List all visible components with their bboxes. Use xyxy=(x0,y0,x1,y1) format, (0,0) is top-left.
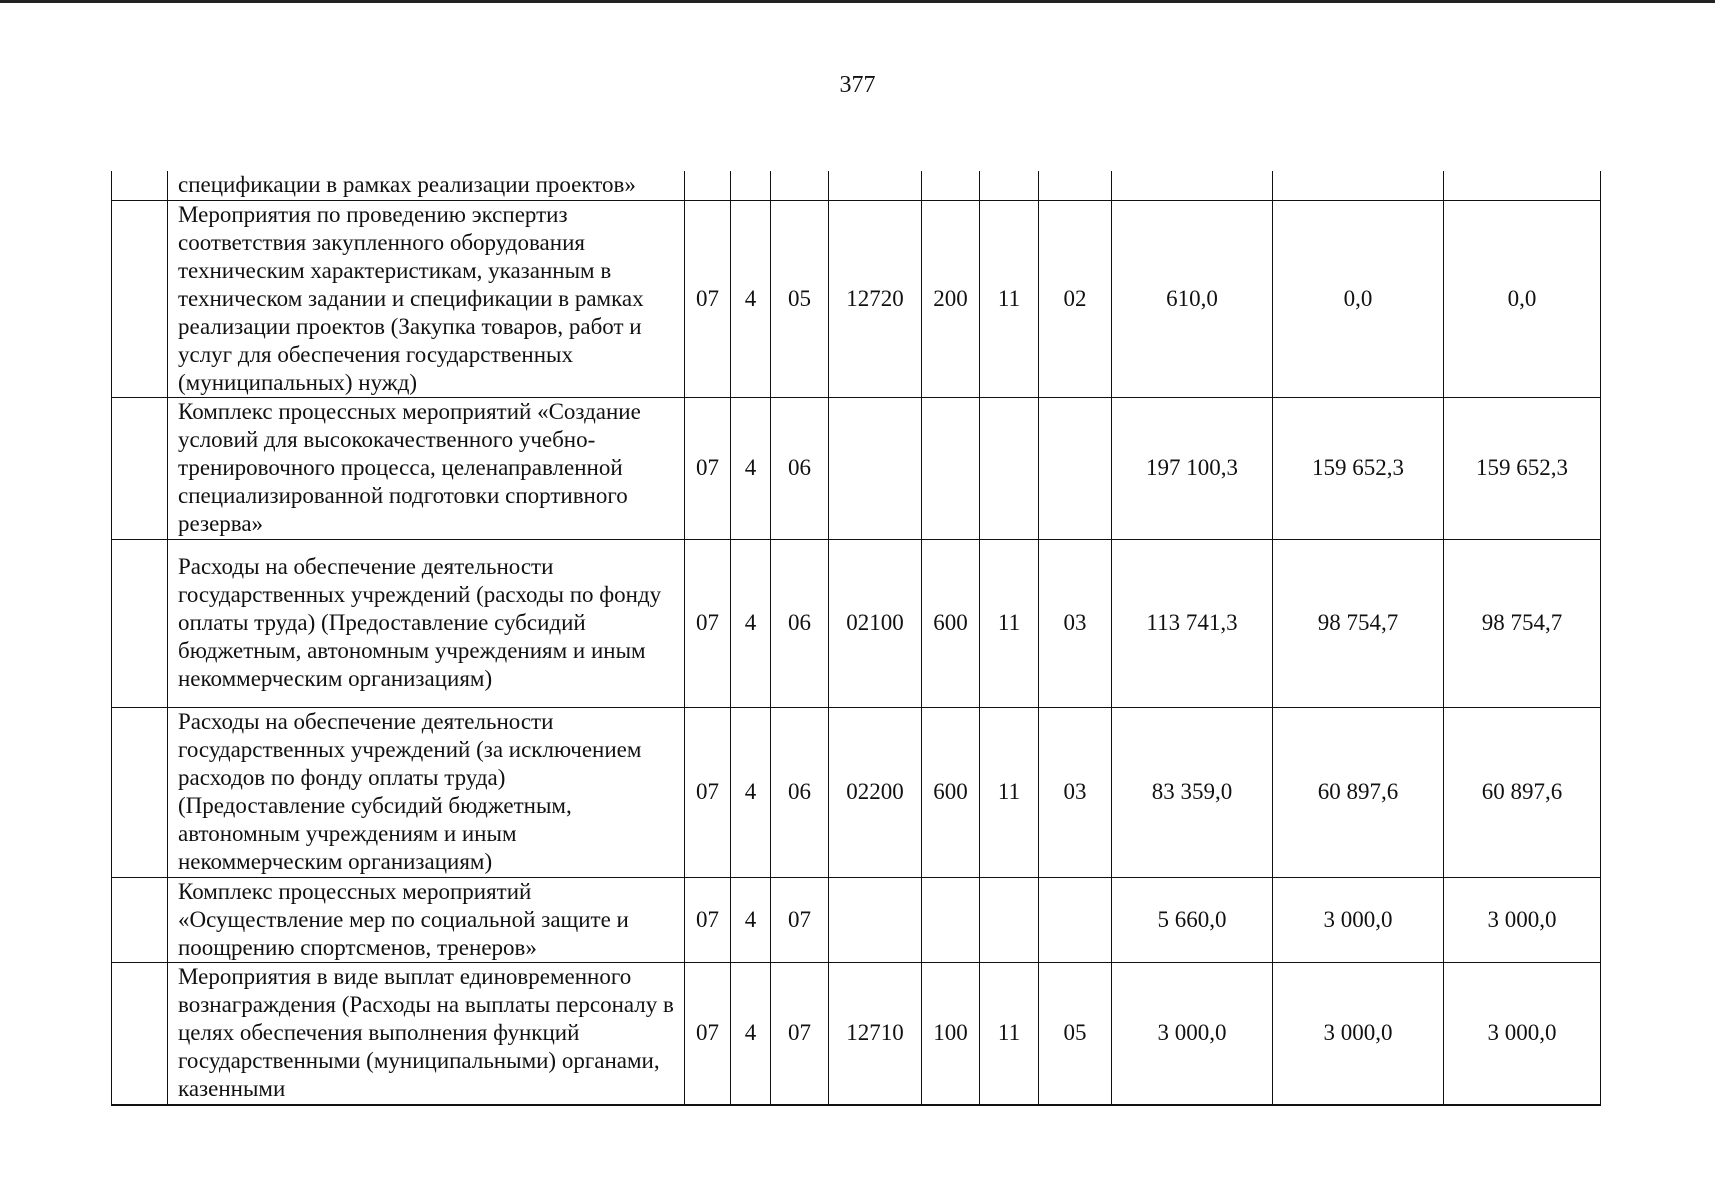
code-cell: 4 xyxy=(731,397,771,539)
code-cell xyxy=(980,171,1039,200)
table-row xyxy=(112,397,1601,539)
code-cell xyxy=(1039,171,1112,200)
code-cell xyxy=(1039,877,1112,962)
code-cell: 600 xyxy=(922,539,980,707)
code-cell: 200 xyxy=(922,200,980,397)
code-cell xyxy=(829,171,922,200)
code-cell: 05 xyxy=(771,200,829,397)
code-cell xyxy=(980,397,1039,539)
row-name: Расходы на обеспечение деятельности государственных учреждений (за исключением расходов по фонду оплаты труда) (Предоставление субсидий бюджетным, автономным учреждениям и иным некоммерческим организациям) xyxy=(168,707,685,877)
code-cell: 02100 xyxy=(829,539,922,707)
code-cell xyxy=(829,397,922,539)
code-cell: 02200 xyxy=(829,707,922,877)
row-number-cell xyxy=(112,539,168,707)
table-row xyxy=(112,200,1601,397)
code-cell: 07 xyxy=(685,539,731,707)
code-cell: 07 xyxy=(685,707,731,877)
code-cell: 07 xyxy=(771,962,829,1105)
code-cell: 07 xyxy=(685,962,731,1105)
budget-table xyxy=(111,171,1601,1106)
row-name: Расходы на обеспечение деятельности государственных учреждений (расходы по фонду оплаты труда) (Предоставление субсидий бюджетным, автономным учреждениям и иным некоммерческим организациям) xyxy=(168,539,685,707)
code-cell: 03 xyxy=(1039,539,1112,707)
code-cell: 11 xyxy=(980,707,1039,877)
amount-cell: 3 000,0 xyxy=(1444,962,1601,1105)
code-cell: 4 xyxy=(731,877,771,962)
code-cell: 4 xyxy=(731,962,771,1105)
code-cell: 06 xyxy=(771,707,829,877)
amount-cell: 3 000,0 xyxy=(1112,962,1273,1105)
row-number-cell xyxy=(112,707,168,877)
amount-cell: 60 897,6 xyxy=(1444,707,1601,877)
row-number-cell xyxy=(112,171,168,200)
row-number-cell xyxy=(112,877,168,962)
amount-cell: 98 754,7 xyxy=(1273,539,1444,707)
row-name: Мероприятия по проведению экспертиз соответствия закупленного оборудования техническим характеристикам, указанным в техническом задании и спецификации в рамках реализации проектов (Закупка товаров, работ и услуг для обеспечения государственных (муниципальных) нужд) xyxy=(168,200,685,397)
row-number-cell xyxy=(112,200,168,397)
code-cell: 07 xyxy=(685,877,731,962)
amount-cell: 113 741,3 xyxy=(1112,539,1273,707)
amount-cell: 83 359,0 xyxy=(1112,707,1273,877)
row-name: Комплекс процессных мероприятий «Осуществление мер по социальной защите и поощрению спортсменов, тренеров» xyxy=(168,877,685,962)
amount-cell: 159 652,3 xyxy=(1444,397,1601,539)
amount-cell xyxy=(1273,171,1444,200)
table-row xyxy=(112,539,1601,707)
amount-cell: 197 100,3 xyxy=(1112,397,1273,539)
code-cell: 03 xyxy=(1039,707,1112,877)
code-cell: 100 xyxy=(922,962,980,1105)
table-row xyxy=(112,171,1601,200)
code-cell: 06 xyxy=(771,539,829,707)
code-cell xyxy=(771,171,829,200)
amount-cell: 0,0 xyxy=(1273,200,1444,397)
code-cell: 12720 xyxy=(829,200,922,397)
page-top-edge xyxy=(0,0,1715,3)
code-cell: 11 xyxy=(980,539,1039,707)
code-cell xyxy=(922,171,980,200)
code-cell xyxy=(829,877,922,962)
amount-cell: 60 897,6 xyxy=(1273,707,1444,877)
amount-cell: 3 000,0 xyxy=(1273,962,1444,1105)
amount-cell: 0,0 xyxy=(1444,200,1601,397)
code-cell xyxy=(922,397,980,539)
code-cell: 07 xyxy=(685,200,731,397)
amount-cell: 159 652,3 xyxy=(1273,397,1444,539)
amount-cell xyxy=(1112,171,1273,200)
code-cell xyxy=(922,877,980,962)
code-cell xyxy=(685,171,731,200)
amount-cell: 5 660,0 xyxy=(1112,877,1273,962)
amount-cell: 3 000,0 xyxy=(1444,877,1601,962)
amount-cell xyxy=(1444,171,1601,200)
code-cell: 07 xyxy=(771,877,829,962)
table-row xyxy=(112,962,1601,1105)
table-row xyxy=(112,877,1601,962)
amount-cell: 610,0 xyxy=(1112,200,1273,397)
code-cell: 4 xyxy=(731,707,771,877)
code-cell: 600 xyxy=(922,707,980,877)
code-cell: 11 xyxy=(980,200,1039,397)
code-cell: 12710 xyxy=(829,962,922,1105)
code-cell: 02 xyxy=(1039,200,1112,397)
row-number-cell xyxy=(112,962,168,1105)
code-cell xyxy=(731,171,771,200)
code-cell xyxy=(980,877,1039,962)
row-name: Комплекс процессных мероприятий «Создание условий для высококачественного учебно-тренировочного процесса, целенаправленной специализированной подготовки спортивного резерва» xyxy=(168,397,685,539)
code-cell: 11 xyxy=(980,962,1039,1105)
code-cell: 4 xyxy=(731,200,771,397)
code-cell: 07 xyxy=(685,397,731,539)
code-cell: 05 xyxy=(1039,962,1112,1105)
row-name: Мероприятия в виде выплат единовременного вознаграждения (Расходы на выплаты персоналу в целях обеспечения выполнения функций государственными (муниципальными) органами, казенными xyxy=(168,962,685,1105)
table-row xyxy=(112,707,1601,877)
amount-cell: 98 754,7 xyxy=(1444,539,1601,707)
code-cell: 06 xyxy=(771,397,829,539)
code-cell xyxy=(1039,397,1112,539)
row-name: спецификации в рамках реализации проектов» xyxy=(168,171,685,200)
amount-cell: 3 000,0 xyxy=(1273,877,1444,962)
row-number-cell xyxy=(112,397,168,539)
page-number: 377 xyxy=(839,72,876,98)
code-cell: 4 xyxy=(731,539,771,707)
